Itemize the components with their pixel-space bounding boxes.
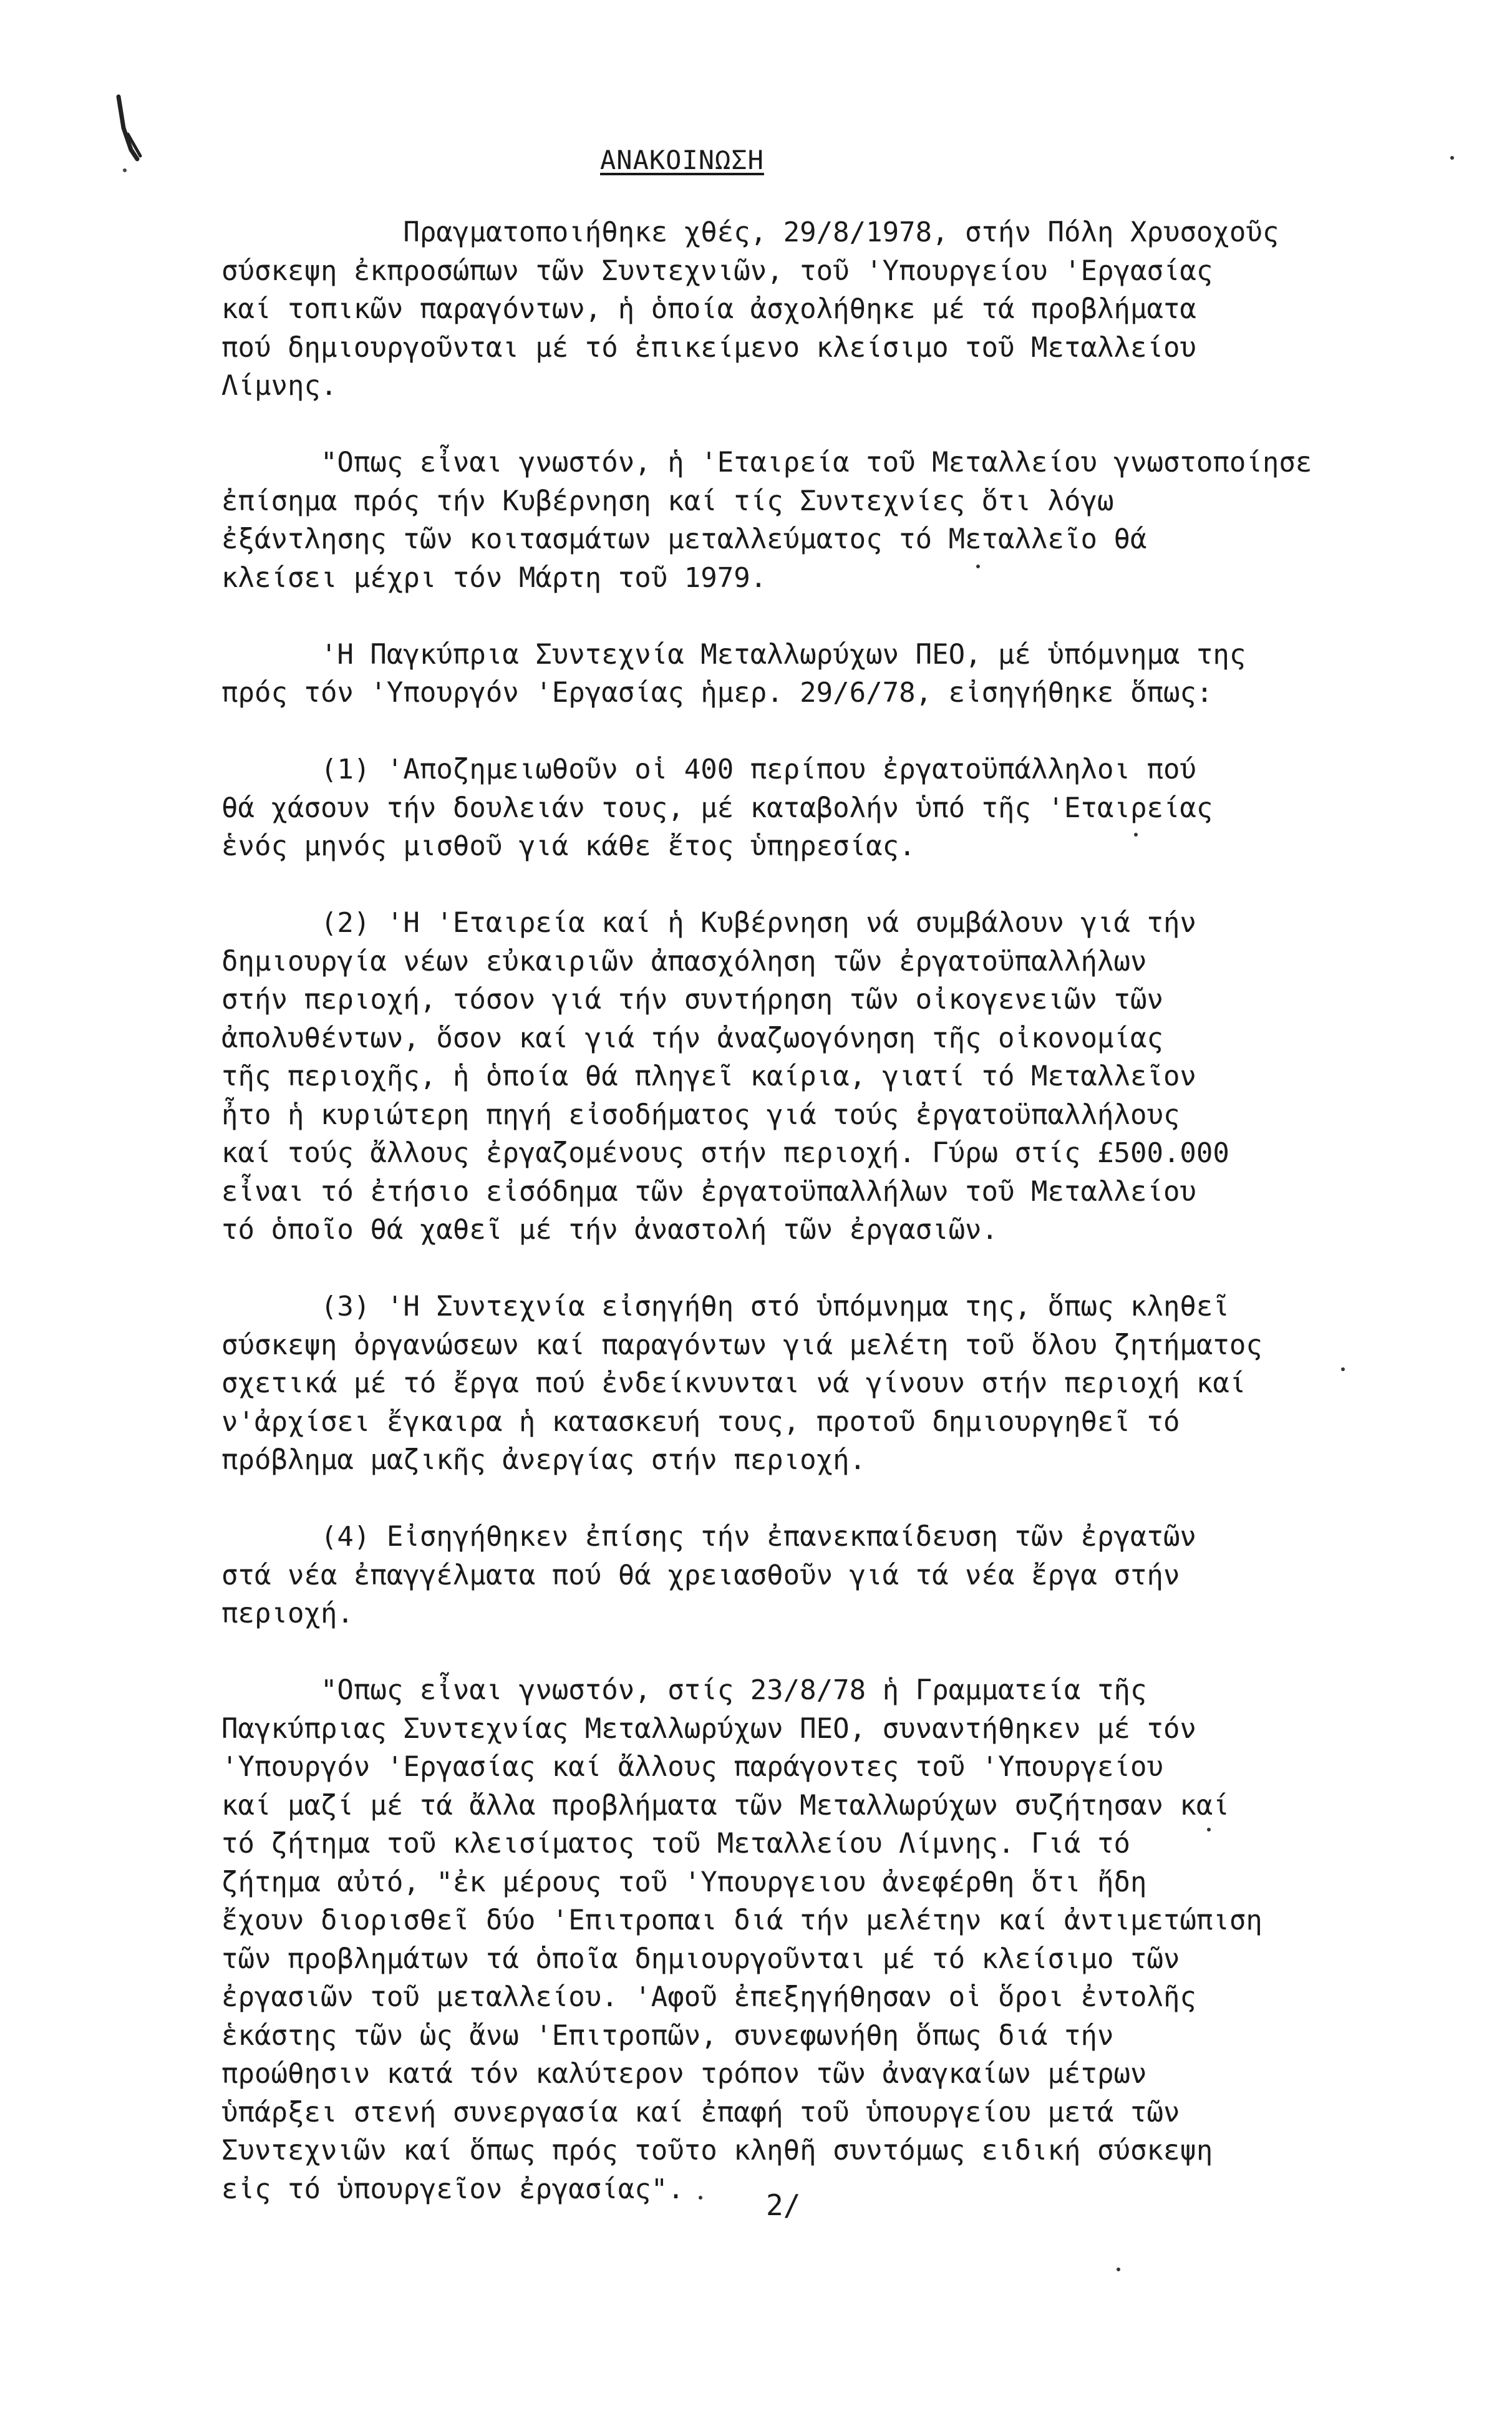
text-line: (3) 'Η Συντεχνία εἰσηγήθη στό ὑπόμνημα της, ὅπως κληθεῖ bbox=[221, 1291, 1229, 1322]
scan-speck bbox=[699, 2196, 702, 2200]
scan-speck bbox=[1117, 2268, 1120, 2271]
text-line: 'Υπουργόν 'Εργασίας καί ἄλλους παράγοντες τοῦ 'Υπουργείου bbox=[221, 1751, 1163, 1783]
text-line: ν'ἀρχίσει ἔγκαιρα ἡ κατασκευή τους, προτοῦ δημιουργηθεῖ τό bbox=[221, 1405, 1180, 1438]
text-line: ἑκάστης τῶν ὡς ἄνω 'Επιτροπῶν, συνεφωνήθη ὅπως διά τήν bbox=[221, 2019, 1114, 2052]
paragraph bbox=[221, 213, 1438, 405]
text-line: τῆς περιοχῆς, ἡ ὁποία θά πληγεῖ καίρια, γιατί τό Μεταλλεῖον bbox=[221, 1060, 1196, 1092]
text-line: ἑνός μηνός μισθοῦ γιά κάθε ἔτος ὑπηρεσίας. bbox=[221, 830, 916, 862]
text-line: "Οπως εἶναι γνωστόν, ἡ 'Εταιρεία τοῦ Μεταλλείου γνωστοποίησε bbox=[221, 447, 1312, 478]
text-line: τό ζήτημα τοῦ κλεισίματος τοῦ Μεταλλείου Λίμνης. Γιά τό bbox=[221, 1828, 1130, 1860]
text-line: ὑπάρξει στενή συνεργασία καί ἐπαφή τοῦ ὑπουργείου μετά τῶν bbox=[221, 2096, 1180, 2128]
handwritten-mark-icon bbox=[112, 90, 150, 178]
scan-speck bbox=[1134, 833, 1138, 837]
scan-speck bbox=[1450, 156, 1454, 160]
text-line: πρόβλημα μαζικῆς ἀνεργίας στήν περιοχή. bbox=[221, 1444, 866, 1476]
paragraph bbox=[221, 1518, 1438, 1633]
text-line: Πραγματοποιήθηκε χθές, 29/8/1978, στήν Πόλη Χρυσοχοῦς bbox=[221, 216, 1279, 248]
text-line: πού δημιουργοῦνται μέ τό ἐπικείμενο κλείσιμο τοῦ Μεταλλείου bbox=[221, 331, 1196, 364]
page-number: 2/ bbox=[766, 2188, 801, 2222]
paragraph bbox=[221, 1288, 1438, 1480]
text-line: (4) Εἰσηγήθηκεν ἐπίσης τήν ἐπανεκπαίδευση τῶν ἐργατῶν bbox=[221, 1521, 1196, 1553]
text-line: εἶναι τό ἐτήσιο εἰσόδημα τῶν ἐργατοϋπαλλήλων τοῦ Μεταλλείου bbox=[221, 1175, 1196, 1208]
scan-speck bbox=[976, 565, 980, 568]
paragraph bbox=[221, 750, 1438, 866]
text-line: περιοχή. bbox=[221, 1598, 354, 1629]
text-line: στήν περιοχή, τόσον γιά τήν συντήρηση τῶν οἰκογενειῶν τῶν bbox=[221, 984, 1163, 1016]
text-line: Λίμνης. bbox=[221, 370, 337, 402]
text-line: (1) 'Αποζημειωθοῦν οἱ 400 περίπου ἐργατοϋπάλληλοι πού bbox=[221, 754, 1196, 785]
paragraph bbox=[221, 1671, 1438, 2208]
text-line: τῶν προβλημάτων τά ὁποῖα δημιουργοῦνται μέ τό κλείσιμο τῶν bbox=[221, 1943, 1180, 1975]
text-line: Παγκύπριας Συντεχνίας Μεταλλωρύχων ΠΕΟ, συναντήθηκεν μέ τόν bbox=[221, 1712, 1196, 1745]
text-line: στά νέα ἐπαγγέλματα πού θά χρειασθοῦν γιά τά νέα ἔργα στήν bbox=[221, 1559, 1180, 1591]
text-line: κλείσει μέχρι τόν Μάρτη τοῦ 1979. bbox=[221, 561, 767, 594]
text-line: Συντεχνιῶν καί ὅπως πρός τοῦτο κληθῆ συντόμως ειδική σύσκεψη bbox=[221, 2135, 1213, 2166]
text-line: σύσκεψη ὀργανώσεων καί παραγόντων γιά μελέτη τοῦ ὅλου ζητήματος bbox=[221, 1329, 1262, 1361]
text-line: δημιουργία νέων εὐκαιριῶν ἀπασχόληση τῶν ἐργατοϋπαλλήλων bbox=[221, 945, 1147, 978]
text-line: 'Η Παγκύπρια Συντεχνία Μεταλλωρύχων ΠΕΟ, μέ ὑπόμνημα της bbox=[221, 638, 1246, 671]
text-line: σύσκεψη ἐκπροσώπων τῶν Συντεχνιῶν, τοῦ 'Υπουργείου 'Εργασίας bbox=[221, 255, 1213, 287]
paragraph bbox=[221, 636, 1438, 712]
text-line: καί τοπικῶν παραγόντων, ἡ ὁποία ἀσχολήθηκε μέ τά προβλήματα bbox=[221, 293, 1196, 325]
text-line: καί τούς ἄλλους ἐργαζομένους στήν περιοχή. Γύρω στίς £500.000 bbox=[221, 1137, 1229, 1169]
text-line: ἦτο ἡ κυριώτερη πηγή εἰσοδήματος γιά τούς ἐργατοϋπαλλήλους bbox=[221, 1099, 1180, 1131]
text-line: ἐξάντλησης τῶν κοιτασμάτων μεταλλεύματος τό Μεταλλεῖο θά bbox=[221, 523, 1147, 555]
document-title: ΑΝΑΚΟΙΝΩΣΗ bbox=[600, 145, 764, 175]
document-body bbox=[221, 213, 1438, 2247]
text-line: ζήτημα αὐτό, "ἐκ μέρους τοῦ 'Υπουργειου ἀνεφέρθη ὅτι ἤδη bbox=[221, 1866, 1147, 1898]
text-line: πρός τόν 'Υπουργόν 'Εργασίας ἡμερ. 29/6/78, εἰσηγήθηκε ὅπως: bbox=[221, 677, 1213, 709]
scan-speck bbox=[1341, 1367, 1345, 1371]
text-line: σχετικά μέ τό ἔργα πού ἐνδείκνυνται νά γίνουν στήν περιοχή καί bbox=[221, 1367, 1246, 1399]
text-line: ἔχουν διορισθεῖ δύο 'Επιτροπαι διά τήν μελέτην καί ἀντιμετώπιση bbox=[221, 1904, 1262, 1936]
scan-speck bbox=[1207, 1828, 1211, 1831]
text-line: τό ὁποῖο θά χαθεῖ μέ τήν ἀναστολή τῶν ἐργασιῶν. bbox=[221, 1214, 999, 1246]
text-line: εἰς τό ὑπουργεῖον ἐργασίας". bbox=[221, 2173, 684, 2205]
paragraph bbox=[221, 904, 1438, 1249]
paragraph bbox=[221, 444, 1438, 597]
text-line: καί μαζί μέ τά ἄλλα προβλήματα τῶν Μεταλλωρύχων συζήτησαν καί bbox=[221, 1789, 1229, 1822]
text-line: ἐργασιῶν τοῦ μεταλλείου. 'Αφοῦ ἐπεξηγήθησαν οἱ ὅροι ἐντολῆς bbox=[221, 1981, 1196, 2013]
text-line: ἀπολυθέντων, ὅσον καί γιά τήν ἀναζωογόνηση τῆς οἰκονομίας bbox=[221, 1022, 1163, 1054]
text-line: ἐπίσημα πρός τήν Κυβέρνηση καί τίς Συντεχνίες ὅτι λόγω bbox=[221, 485, 1114, 517]
text-line: προώθησιν κατά τόν καλύτερον τρόπον τῶν ἀναγκαίων μέτρων bbox=[221, 2058, 1147, 2090]
text-line: "Οπως εἶναι γνωστόν, στίς 23/8/78 ἡ Γραμματεία τῆς bbox=[221, 1674, 1147, 1706]
text-line: (2) 'Η 'Εταιρεία καί ἡ Κυβέρνηση νά συμβάλουν γιά τήν bbox=[221, 907, 1196, 939]
text-line: θά χάσουν τήν δουλειάν τους, μέ καταβολήν ὑπό τῆς 'Εταιρείας bbox=[221, 792, 1213, 824]
